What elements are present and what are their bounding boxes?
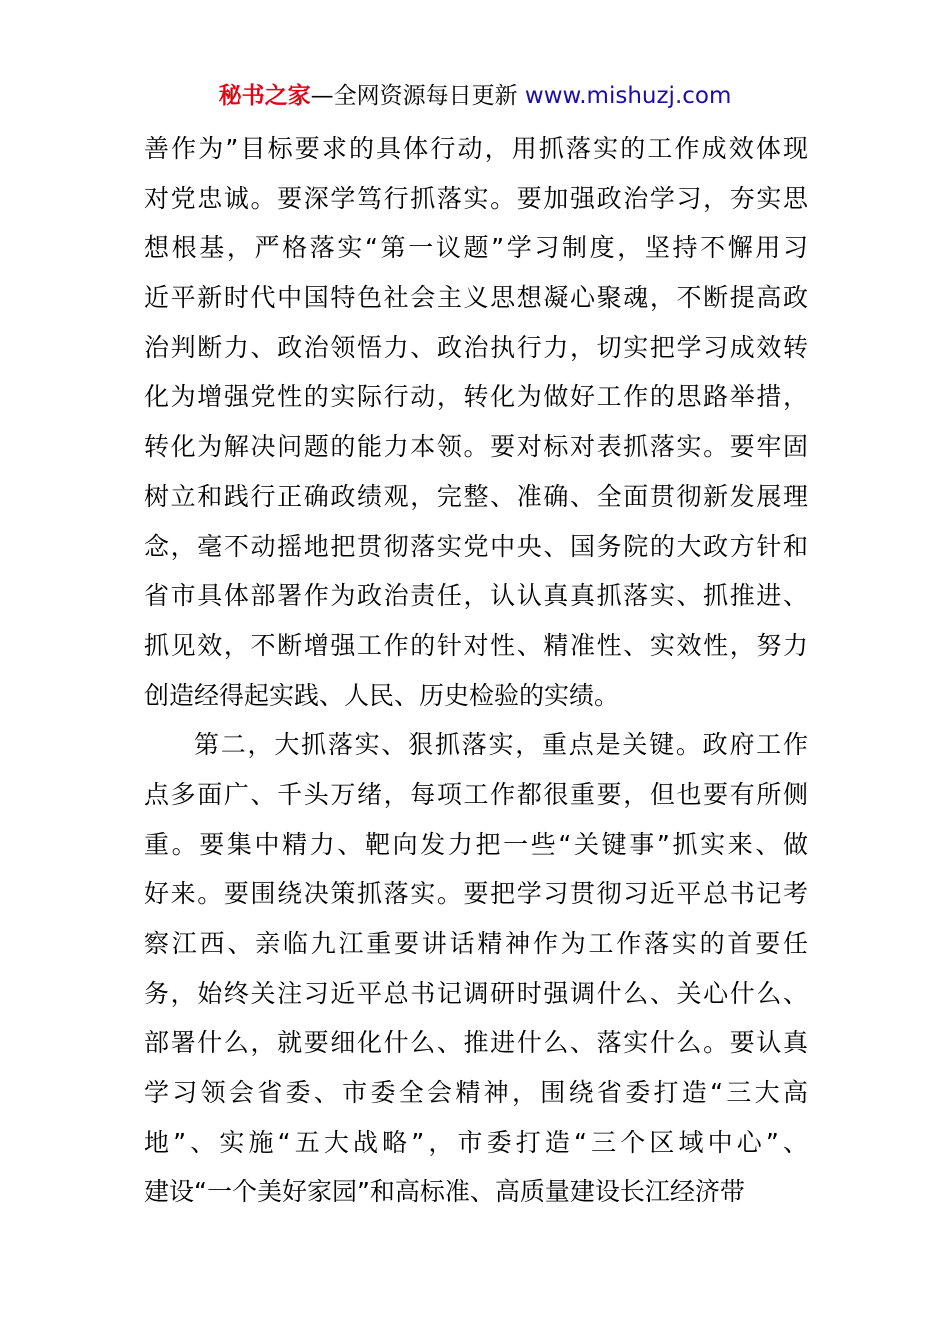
paragraph-line: 学习领会省委、市委全会精神，围绕省委打造“三大高 bbox=[144, 1078, 808, 1108]
page-header bbox=[0, 80, 950, 112]
paragraph-line: 第二，大抓落实、狠抓落实，重点是关键。政府工作 bbox=[194, 730, 808, 760]
paragraph-line: 省市具体部署作为政治责任，认认真真抓落实、抓推进、 bbox=[144, 581, 808, 611]
paragraph-line: 部署什么，就要细化什么、推进什么、落实什么。要认真 bbox=[144, 1028, 808, 1058]
paragraph-line: 察江西、亲临九江重要讲话精神作为工作落实的首要任 bbox=[144, 929, 808, 958]
paragraph-line: 务，始终关注习近平总书记调研时强调什么、关心什么、 bbox=[144, 978, 808, 1008]
paragraph-line: 好来。要围绕决策抓落实。要把学习贯彻习近平总书记考 bbox=[144, 879, 808, 909]
paragraph-line: 对党忠诚。要深学笃行抓落实。要加强政治学习，夯实思 bbox=[144, 183, 808, 213]
paragraph-line: 化为增强党性的实际行动，转化为做好工作的思路举措， bbox=[144, 382, 808, 412]
body-text bbox=[144, 124, 808, 1217]
paragraph-line: 点多面广、千头万绪，每项工作都很重要，但也要有所侧 bbox=[144, 779, 808, 809]
paragraph-line: 转化为解决问题的能力本领。要对标对表抓落实。要牢固 bbox=[144, 432, 808, 462]
paragraph-line: 树立和践行正确政绩观，完整、准确、全面贯彻新发展理 bbox=[144, 481, 808, 511]
paragraph-line: 善作为”目标要求的具体行动，用抓落实的工作成效体现 bbox=[144, 134, 808, 163]
paragraph-line: 创造经得起实践、人民、历史检验的实绩。 bbox=[144, 680, 620, 710]
paragraph-line: 地”、实施“五大战略”，市委打造“三个区域中心”、 bbox=[144, 1127, 808, 1157]
paragraph-line: 治判断力、政治领悟力、政治执行力，切实把学习成效转 bbox=[144, 332, 808, 362]
paragraph-line: 想根基，严格落实“第一议题”学习制度，坚持不懈用习 bbox=[144, 233, 808, 263]
site-url: www.mishuzj.com bbox=[524, 83, 732, 109]
paragraph-line: 建设“一个美好家园”和高标准、高质量建设长江经济带 bbox=[144, 1177, 745, 1207]
paragraph-line: 重。要集中精力、靶向发力把一些“关键事”抓实来、做 bbox=[144, 829, 808, 859]
brand-name: 秘书之家 bbox=[218, 83, 311, 109]
header-tagline: —全网资源每日更新 bbox=[310, 83, 525, 109]
paragraph-line: 念，毫不动摇地把贯彻落实党中央、国务院的大政方针和 bbox=[144, 531, 808, 561]
paragraph-line: 抓见效，不断增强工作的针对性、精准性、实效性，努力 bbox=[144, 630, 808, 660]
paragraph-line: 近平新时代中国特色社会主义思想凝心聚魂，不断提高政 bbox=[144, 283, 808, 313]
